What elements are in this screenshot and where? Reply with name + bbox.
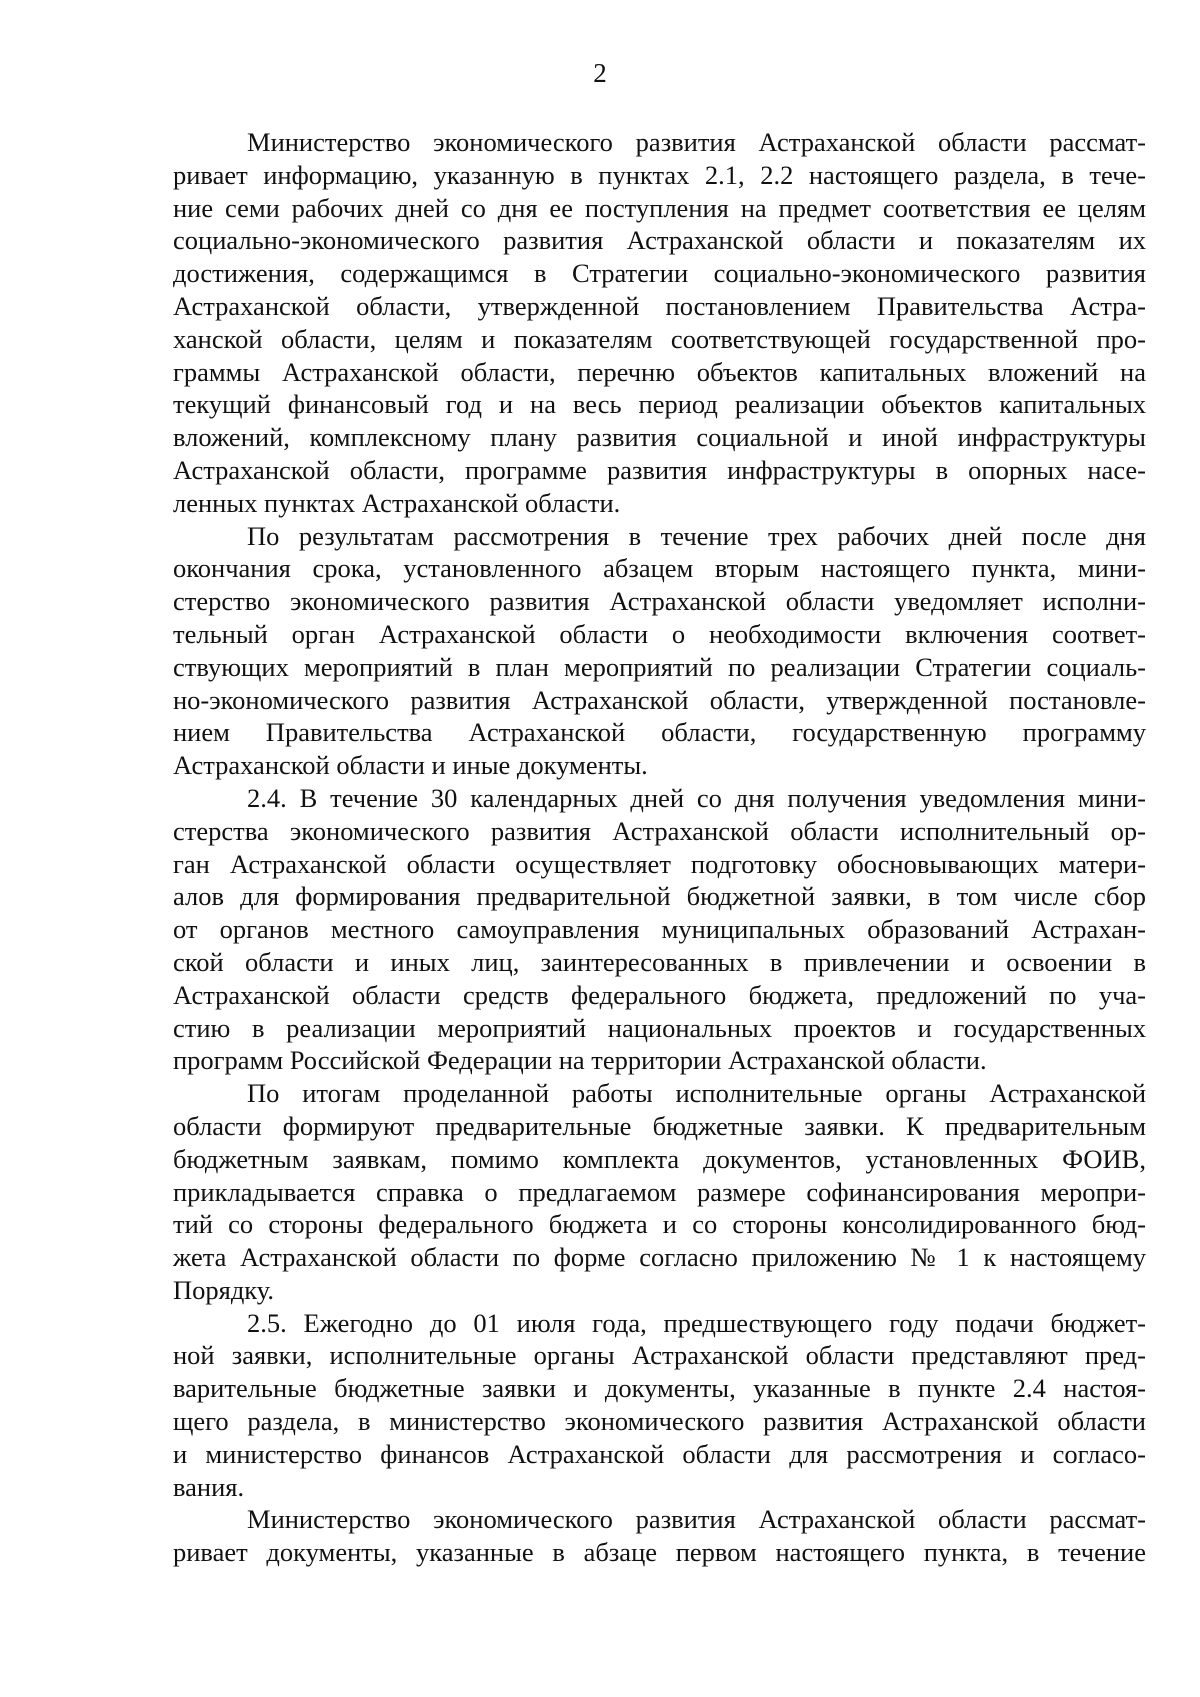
text-line: алов для формирования предварительной бюджетной заявки, в том числе сбор — [173, 881, 1146, 912]
page-number: 2 — [593, 58, 607, 88]
paragraph — [173, 520, 1146, 782]
text-line: ган Астраханской области осуществляет подготовку обосновывающих матери- — [173, 848, 1146, 879]
document-body — [173, 126, 1146, 1569]
text-line: 2.5. Ежегодно до 01 июля года, предшествующего году подачи бюджет- — [247, 1307, 1146, 1338]
text-line: стерства экономического развития Астраханской области исполнительный ор- — [173, 815, 1146, 846]
text-line: и министерство финансов Астраханской области для рассмотрения и согласо- — [173, 1438, 1146, 1469]
text-line: ской области и иных лиц, заинтересованных в привлечении и освоении в — [173, 946, 1146, 977]
text-line: Министерство экономического развития Астраханской области рассмат- — [247, 1504, 1146, 1535]
text-line: По итогам проделанной работы исполнительные органы Астраханской — [247, 1078, 1146, 1109]
text-line: Министерство экономического развития Астраханской области рассмат- — [247, 127, 1146, 157]
text-line: ствующих мероприятий в план мероприятий по реализации Стратегии социаль- — [173, 651, 1146, 682]
paragraph — [173, 1503, 1146, 1569]
paragraph — [173, 126, 1146, 520]
text-line: области формируют предварительные бюджетные заявки. К предварительным — [173, 1110, 1146, 1141]
text-line: прикладывается справка о предлагаемом размере софинансирования меропри- — [173, 1176, 1146, 1207]
text-line: ривает документы, указанные в абзаце первом настоящего пункта, в течение — [173, 1537, 1146, 1568]
text-line: жета Астраханской области по форме согласно приложению № 1 к настоящему — [173, 1242, 1146, 1273]
text-line: вания. — [173, 1471, 245, 1502]
text-line: тий со стороны федерального бюджета и со стороны консолидированного бюд- — [173, 1209, 1146, 1240]
text-line: но-экономического развития Астраханской области, утвержденной постановле- — [173, 684, 1146, 715]
text-line: ханской области, целям и показателям соответствующей государственной про- — [173, 323, 1146, 354]
text-line: от органов местного самоуправления муниципальных образований Астрахан- — [173, 914, 1146, 945]
text-line: Астраханской области, утвержденной постановлением Правительства Астра- — [173, 290, 1146, 321]
text-line: бюджетным заявкам, помимо комплекта документов, установленных ФОИВ, — [173, 1143, 1146, 1174]
text-line: нием Правительства Астраханской области, государственную программу — [173, 717, 1146, 748]
paragraph — [173, 1077, 1146, 1307]
text-line: Астраханской области средств федерального бюджета, предложений по уча- — [173, 979, 1146, 1010]
text-line: щего раздела, в министерство экономического развития Астраханской области — [173, 1406, 1146, 1437]
text-line: Астраханской области, программе развития инфраструктуры в опорных насе- — [173, 454, 1146, 485]
text-line: Астраханской области и иные документы. — [173, 750, 648, 781]
text-line: 2.4. В течение 30 календарных дней со дня получения уведомления мини- — [247, 782, 1146, 813]
text-line: социально-экономического развития Астраханской области и показателям их — [173, 225, 1146, 256]
text-line: ленных пунктах Астраханской области. — [173, 487, 621, 518]
text-line: вложений, комплексному плану развития социальной и иной инфраструктуры — [173, 422, 1146, 453]
text-line: ной заявки, исполнительные органы Астраханской области представляют пред- — [173, 1340, 1146, 1371]
text-line: Порядку. — [173, 1274, 275, 1305]
text-line: достижения, содержащимся в Стратегии социально-экономического развития — [173, 258, 1146, 289]
text-line: окончания срока, установленного абзацем вторым настоящего пункта, мини- — [173, 553, 1146, 584]
paragraph — [173, 782, 1146, 1077]
text-line: стерство экономического развития Астраханской области уведомляет исполни- — [173, 586, 1146, 617]
text-line: стию в реализации мероприятий национальных проектов и государственных — [173, 1012, 1146, 1043]
text-line: тельный орган Астраханской области о необходимости включения соответ- — [173, 618, 1146, 649]
text-line: ние семи рабочих дней со дня ее поступления на предмет соответствия ее целям — [173, 192, 1146, 223]
text-line: ривает информацию, указанную в пунктах 2.1, 2.2 настоящего раздела, в тече- — [173, 159, 1146, 190]
paragraph — [173, 1307, 1146, 1504]
text-line: варительные бюджетные заявки и документы, указанные в пункте 2.4 настоя- — [173, 1373, 1146, 1404]
text-line: текущий финансовый год и на весь период реализации объектов капитальных — [173, 389, 1146, 420]
text-line: По результатам рассмотрения в течение трех рабочих дней после дня — [247, 520, 1146, 551]
text-line: граммы Астраханской области, перечню объектов капитальных вложений на — [173, 356, 1146, 387]
text-line: программ Российской Федерации на территории Астраханской области. — [173, 1045, 987, 1076]
